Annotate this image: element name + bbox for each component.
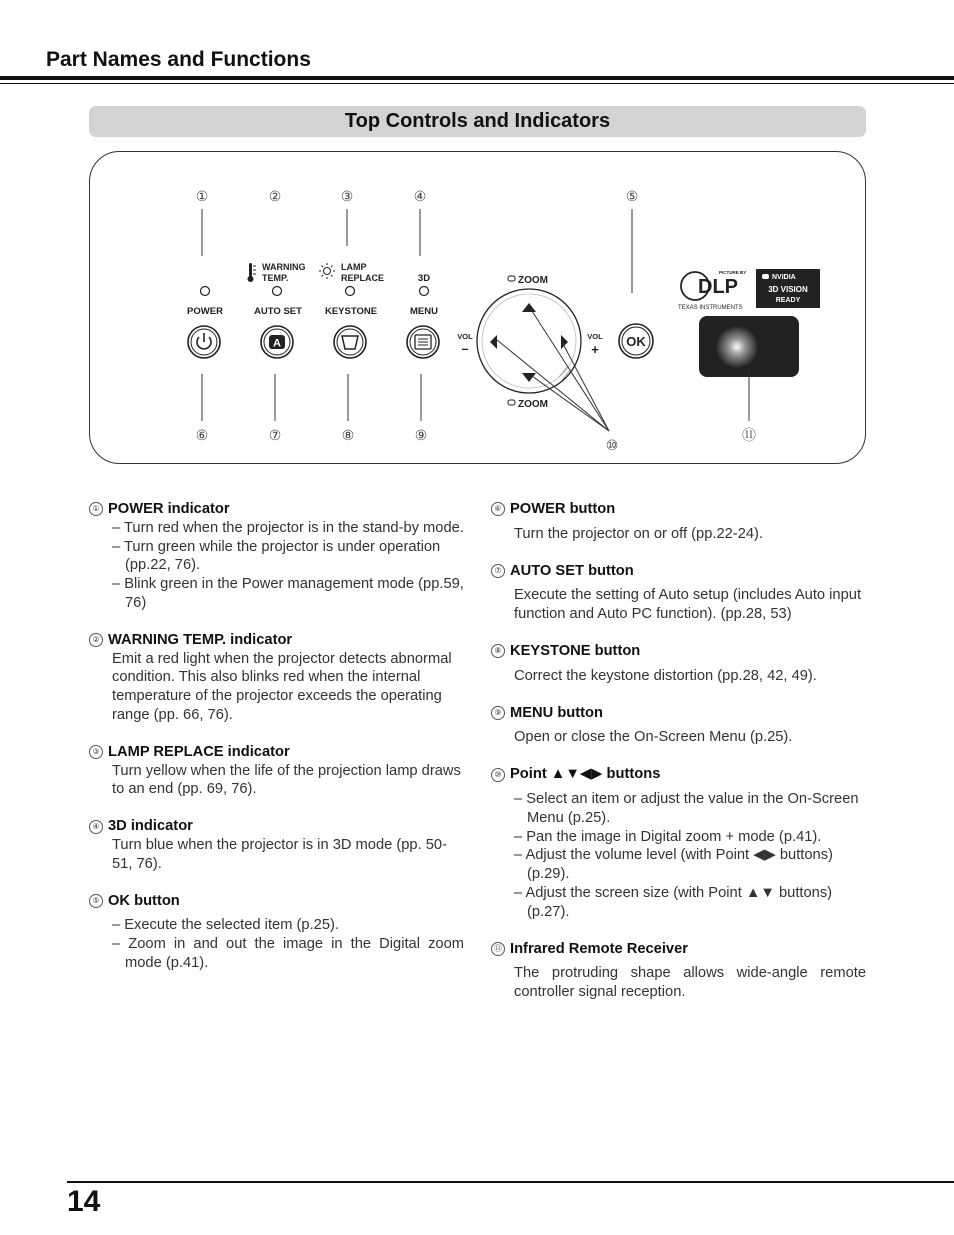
nvidia-text: NVIDIA — [772, 274, 796, 281]
item-title: POWER indicator — [108, 501, 230, 517]
nvidia-eye-icon — [762, 274, 769, 279]
nvidia-3d-vision-logo — [756, 269, 820, 308]
banner-title: Top Controls and Indicators — [89, 106, 866, 137]
auto-glyph: A — [273, 337, 281, 350]
item-text: Turn blue when the projector is in 3D mode (pp. 50-51, 76). — [112, 836, 447, 872]
item-number: ⑨ — [491, 706, 505, 720]
item-heading — [491, 500, 866, 519]
ready-text: READY — [775, 297, 801, 304]
item-3d-indicator — [89, 817, 464, 873]
bullet: – Pan the image in Digital zoom + mode (p.41). — [514, 828, 822, 845]
item-number: ④ — [89, 820, 103, 834]
vol-right-label: VOL — [587, 332, 603, 341]
item-number: ① — [89, 502, 103, 516]
dlp-small-text: PICTURE BY — [719, 270, 747, 275]
menu-button[interactable] — [407, 326, 439, 358]
right-descriptions — [491, 500, 866, 1020]
infrared-receiver — [699, 316, 799, 377]
item-title: LAMP REPLACE indicator — [108, 743, 290, 760]
item-infrared-receiver — [491, 940, 866, 1002]
item-heading — [89, 500, 464, 519]
vol-plus-label: + — [591, 342, 599, 357]
item-heading — [89, 743, 464, 762]
item-point-buttons — [491, 765, 866, 921]
item-number: ② — [89, 633, 103, 647]
keystone-button[interactable] — [334, 326, 366, 358]
dlp-text: DLP — [698, 276, 738, 298]
item-lamp-replace-indicator — [89, 743, 464, 799]
item-title: AUTO SET button — [510, 562, 634, 579]
3d-label: 3D — [417, 273, 431, 284]
zoom-top-label: ZOOM — [518, 275, 548, 286]
item-auto-set-button — [491, 562, 866, 624]
item-text: Open or close the On-Screen Menu (p.25). — [514, 729, 793, 746]
lamp-label-2: REPLACE — [341, 273, 385, 283]
item-keystone-button — [491, 642, 866, 686]
warning-label-2: TEMP. — [262, 273, 289, 283]
item-heading — [491, 940, 866, 959]
bullet: – Turn red when the projector is in the stand-by mode. — [112, 519, 464, 536]
3d-indicator — [420, 287, 429, 296]
item-heading — [491, 704, 866, 723]
power-indicator — [201, 287, 210, 296]
item-heading — [89, 892, 464, 911]
vision-text: 3D VISION — [768, 285, 808, 294]
item-text: Turn the projector on or off (pp.22-24). — [514, 525, 764, 542]
item-title: MENU button — [510, 704, 603, 721]
left-descriptions — [89, 500, 464, 991]
bullet: – Execute the selected item (p.25). — [112, 917, 339, 934]
footer-rule — [67, 1181, 954, 1183]
item-title: OK button — [108, 892, 180, 909]
menu-label: MENU — [410, 306, 438, 317]
bullet: – Adjust the screen size (with Point ▲▼ buttons) (p.27). — [514, 884, 833, 920]
item-text: The protruding shape allows wide-angle remote controller signal reception. — [514, 965, 866, 1001]
item-heading — [491, 562, 866, 581]
section-title: Part Names and Functions — [46, 48, 311, 71]
callout-2: ② — [268, 188, 282, 204]
item-title: Infrared Remote Receiver — [510, 940, 688, 957]
zoom-bottom-label: ZOOM — [518, 399, 548, 410]
item-power-button — [491, 500, 866, 544]
item-number: ③ — [89, 745, 103, 759]
item-title: KEYSTONE button — [510, 642, 641, 659]
item-text: Execute the setting of Auto setup (includes Auto input function and Auto PC function). (pp.28, 53) — [514, 587, 862, 623]
bullet: – Select an item or adjust the value in the On-Screen Menu (p.25). — [514, 790, 859, 826]
auto-set-label: AUTO SET — [254, 306, 302, 317]
lamp-label-1: LAMP — [341, 262, 367, 272]
vol-left-label: VOL — [457, 332, 473, 341]
power-label: POWER — [187, 306, 223, 317]
item-power-indicator — [89, 500, 464, 613]
callout-8: ⑧ — [341, 427, 355, 443]
bullet: – Adjust the volume level (with Point ◀▶ buttons) (p.29). — [514, 847, 833, 883]
callout-7: ⑦ — [268, 427, 282, 443]
bullet: – Turn green while the projector is under operation (pp.22, 76). — [112, 538, 441, 574]
callout-4: ④ — [413, 188, 427, 204]
auto-set-button[interactable] — [261, 326, 293, 358]
callout-6: ⑥ — [195, 427, 209, 443]
bullet: – Zoom in and out the image in the Digital zoom mode (p.41). — [112, 936, 464, 971]
callout-1: ① — [195, 188, 209, 204]
item-heading — [491, 765, 866, 784]
item-number: ⑦ — [491, 564, 505, 578]
top-controls-diagram — [89, 151, 866, 464]
item-text: Emit a red light when the projector detects abnormal condition. This also blinks red when the internal temperature of the projector exceeds the operating range (pp. 66, 76). — [112, 650, 452, 723]
header-rule-thick — [0, 76, 954, 80]
ok-button[interactable] — [619, 324, 653, 358]
callout-9: ⑨ — [414, 427, 428, 443]
item-number: ⑤ — [89, 894, 103, 908]
item-title: POWER button — [510, 501, 616, 517]
item-menu-button — [491, 704, 866, 748]
item-number: ⑧ — [491, 644, 505, 658]
callout-5: ⑤ — [625, 188, 639, 204]
callout-10: ⑩ — [605, 437, 619, 453]
vol-minus-label: – — [461, 341, 469, 356]
item-ok-button — [89, 892, 464, 973]
callout-3: ③ — [340, 188, 354, 204]
item-title: Point ▲▼◀▶ buttons — [510, 766, 661, 783]
keystone-label: KEYSTONE — [324, 306, 378, 317]
item-text: Correct the keystone distortion (pp.28, 42, 49). — [514, 667, 817, 684]
callout-11: ⑪ — [742, 427, 756, 443]
item-heading — [89, 631, 464, 650]
item-title: 3D indicator — [108, 818, 193, 835]
dlp-ti-text: TEXAS INSTRUMENTS — [678, 305, 743, 311]
page-number: 14 — [67, 1185, 101, 1218]
warning-temp-indicator — [273, 287, 282, 296]
bullet: – Blink green in the Power management mode (pp.59, 76) — [112, 576, 464, 611]
item-number: ⑩ — [491, 768, 505, 782]
header-rule-thin — [0, 83, 954, 84]
item-text: Turn yellow when the life of the projection lamp draws to an end (pp. 69, 76). — [112, 762, 461, 798]
lamp-replace-indicator — [346, 287, 355, 296]
item-heading — [491, 642, 866, 661]
ok-label: OK — [626, 334, 646, 349]
item-warning-temp-indicator — [89, 631, 464, 725]
power-button[interactable] — [188, 326, 220, 358]
item-heading — [89, 817, 464, 836]
item-number: ⑥ — [491, 502, 505, 516]
item-number: ⑪ — [491, 942, 505, 956]
warning-label-1: WARNING — [262, 262, 306, 272]
item-title: WARNING TEMP. indicator — [108, 631, 293, 648]
